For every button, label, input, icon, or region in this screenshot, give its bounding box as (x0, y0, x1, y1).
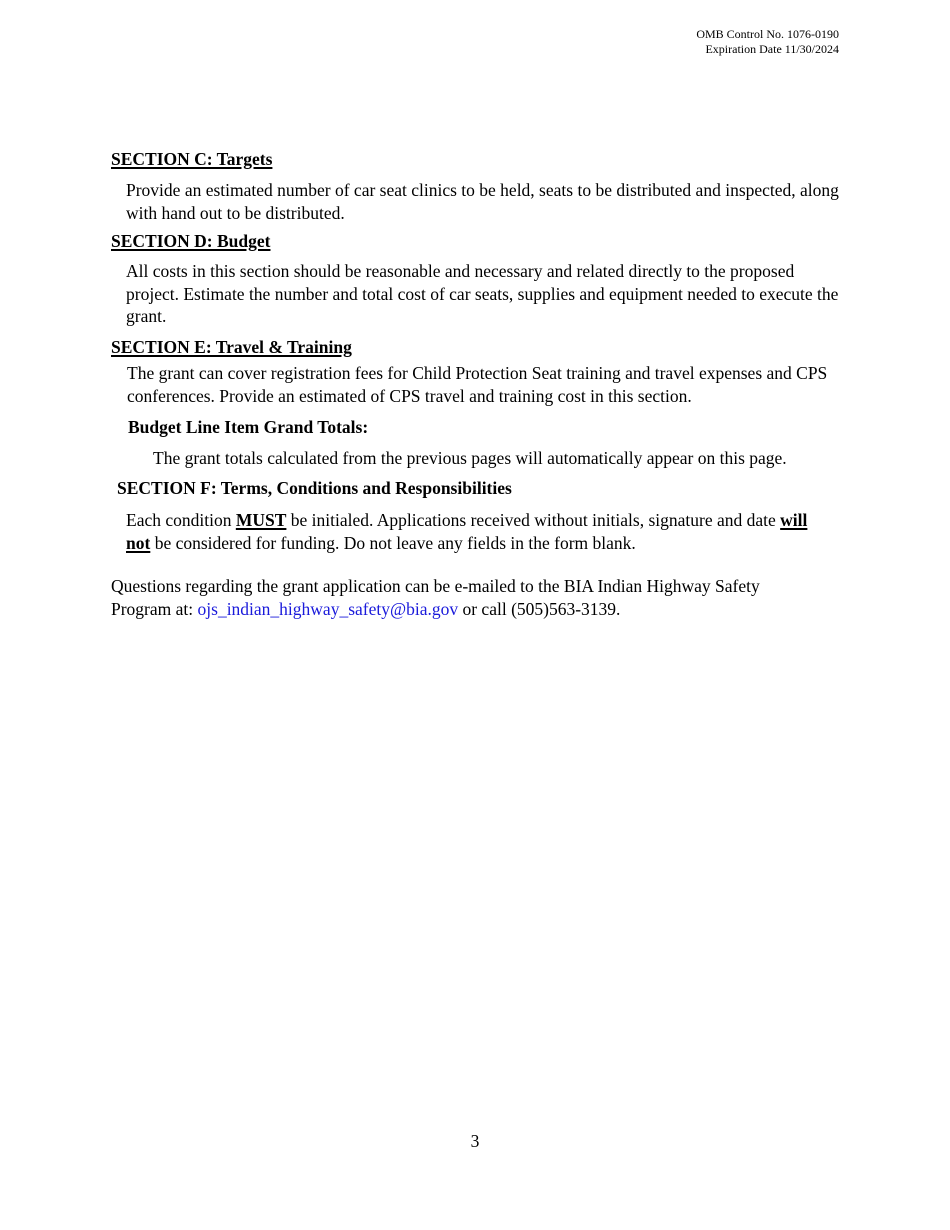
page-number: 3 (470, 1131, 480, 1151)
must-emphasis: MUST (235, 510, 287, 530)
questions-text (111, 575, 811, 620)
will-not-emphasis: will not (126, 510, 808, 553)
section-e-heading: SECTION E: Travel & Training (111, 337, 352, 357)
omb-control-number: OMB Control No. 1076-0190 (696, 27, 839, 41)
questions-text-part-2: or call (505)563-3139. (458, 598, 621, 619)
questions-text-part-1: Questions regarding the grant application can be e-mailed to the BIA Indian Highway Safety Program at: (111, 576, 760, 619)
section-f-text-part-1: Each condition (126, 510, 236, 530)
contact-email-link[interactable]: ojs_indian_highway_safety@bia.gov (197, 598, 459, 619)
section-c-text: Provide an estimated number of car seat clinics to be held, seats to be distributed and inspected, along with hand out to be distributed. (126, 180, 839, 223)
section-f-body (126, 509, 836, 554)
budget-totals-heading: Budget Line Item Grand Totals: (128, 417, 369, 437)
section-c-heading: SECTION C: Targets (111, 149, 273, 169)
expiration-date: Expiration Date 11/30/2024 (705, 42, 839, 56)
section-e-body (127, 362, 839, 407)
section-f-text (126, 509, 836, 554)
budget-totals-text: The grant totals calculated from the previous pages will automatically appear on this page. (153, 448, 787, 468)
section-f-heading: SECTION F: Terms, Conditions and Responsibilities (117, 478, 512, 498)
section-d-heading: SECTION D: Budget (111, 231, 271, 251)
section-c-body (126, 179, 846, 224)
section-e-text: The grant can cover registration fees for Child Protection Seat training and travel expenses and CPS conferences. Provide an estimated of CPS travel and training cost in this section. (127, 363, 828, 406)
section-d-text: All costs in this section should be reasonable and necessary and related directly to the proposed project. Estimate the number and total cost of car seats, supplies and equipment needed to execute the grant. (126, 261, 839, 326)
questions-block (111, 575, 811, 620)
section-f-text-part-3: be considered for funding. Do not leave any fields in the form blank. (150, 532, 636, 553)
section-f-text-part-2: be initialed. Applications received without initials, signature and date (286, 510, 781, 530)
budget-totals-body (153, 447, 853, 470)
omb-header (696, 27, 839, 57)
section-d-body (126, 260, 844, 328)
